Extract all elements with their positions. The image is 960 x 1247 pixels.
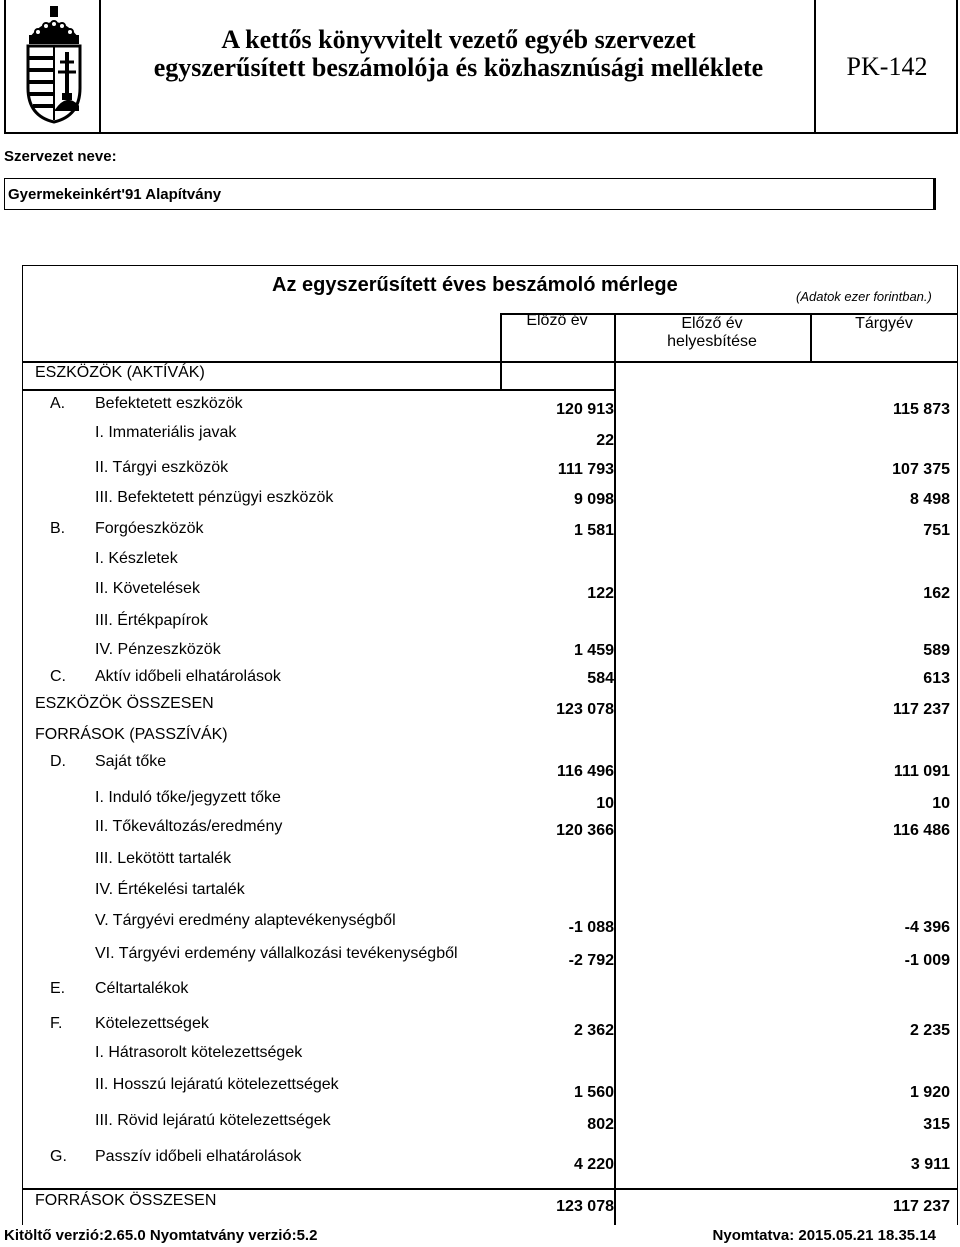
value-current-year: 10 bbox=[932, 795, 950, 812]
organization-name: Gyermekeinkért'91 Alapítvány bbox=[8, 186, 222, 203]
row-label: IV. Pénzeszközök bbox=[95, 641, 221, 658]
value-previous-year: 123 078 bbox=[556, 1198, 614, 1215]
value-current-year: 2 235 bbox=[909, 1022, 950, 1039]
value-current-year: 315 bbox=[923, 1116, 950, 1133]
footer-version: Kitöltő verzió:2.65.0 Nyomtatvány verzió:5.2 bbox=[4, 1227, 318, 1244]
form-title bbox=[101, 26, 816, 82]
value-current-year: 613 bbox=[923, 670, 950, 687]
value-previous-year: 1 560 bbox=[573, 1084, 614, 1101]
row-label: Aktív időbeli elhatárolások bbox=[95, 668, 281, 685]
header-divider bbox=[22, 361, 958, 363]
value-current-year: 162 bbox=[923, 585, 950, 602]
row-letter: D. bbox=[50, 753, 66, 770]
row-label: Passzív időbeli elhatárolások bbox=[95, 1148, 302, 1165]
row-label: II. Hosszú lejáratú kötelezettségek bbox=[95, 1076, 339, 1093]
col-header-previous-year-correction: Előző év helyesbítése bbox=[667, 315, 757, 350]
units-note: (Adatok ezer forintban.) bbox=[796, 289, 932, 304]
value-previous-year: 9 098 bbox=[573, 491, 614, 508]
form-code: PK-142 bbox=[846, 52, 928, 81]
title-line-1: A kettős könyvvitelt vezető egyéb szervezet bbox=[221, 25, 696, 54]
row-label: VI. Tárgyévi erdemény vállalkozási tevékenységből bbox=[95, 945, 458, 962]
title-line-2: egyszerűsített beszámolója és közhasznúsági melléklete bbox=[153, 53, 764, 82]
row-section-label: ESZKÖZÖK ÖSSZESEN bbox=[35, 695, 214, 712]
row-label: V. Tárgyévi eredmény alaptevékenységből bbox=[95, 912, 396, 929]
value-current-year: 751 bbox=[923, 522, 950, 539]
row-label: I. Induló tőke/jegyzett tőke bbox=[95, 789, 281, 806]
value-previous-year: -1 088 bbox=[568, 919, 614, 936]
row-label: I. Készletek bbox=[95, 550, 178, 567]
row-letter: A. bbox=[50, 395, 66, 412]
value-previous-year: 2 362 bbox=[573, 1022, 614, 1039]
row-label: Kötelezettségek bbox=[95, 1015, 209, 1032]
column-divider bbox=[500, 361, 502, 389]
row-letter: F. bbox=[50, 1015, 63, 1032]
organization-label: Szervezet neve: bbox=[4, 148, 117, 165]
row-label: I. Hátrasorolt kötelezettségek bbox=[95, 1044, 303, 1061]
row-label: III. Rövid lejáratú kötelezettségek bbox=[95, 1112, 331, 1129]
value-previous-year: 10 bbox=[596, 795, 614, 812]
value-previous-year: 120 366 bbox=[556, 822, 614, 839]
value-previous-year: 802 bbox=[587, 1116, 614, 1133]
row-label: II. Tárgyi eszközök bbox=[95, 459, 229, 476]
value-previous-year: 116 496 bbox=[557, 763, 614, 780]
value-previous-year: 1 459 bbox=[573, 642, 614, 659]
section-divider bbox=[22, 389, 614, 391]
value-previous-year: 1 581 bbox=[573, 522, 614, 539]
value-current-year: 1 920 bbox=[909, 1084, 950, 1101]
crest-box bbox=[6, 0, 101, 132]
section-divider bbox=[22, 1188, 958, 1190]
row-letter: B. bbox=[50, 520, 66, 537]
row-label: I. Immateriális javak bbox=[95, 424, 237, 441]
value-current-year: 589 bbox=[923, 642, 950, 659]
value-current-year: 8 498 bbox=[909, 491, 950, 508]
row-label: III. Befektetett pénzügyi eszközök bbox=[95, 489, 334, 506]
hungarian-coat-of-arms-icon bbox=[24, 6, 84, 124]
row-letter: G. bbox=[50, 1148, 67, 1165]
value-previous-year: 22 bbox=[596, 432, 614, 449]
value-current-year: 115 873 bbox=[893, 401, 950, 418]
value-previous-year: 111 793 bbox=[557, 461, 614, 478]
col-header-previous-year: Előző év bbox=[526, 312, 588, 329]
value-previous-year: 122 bbox=[587, 585, 614, 602]
row-label: II. Tőkeváltozás/eredmény bbox=[95, 818, 283, 835]
value-current-year: 117 237 bbox=[893, 701, 950, 718]
row-label: Saját tőke bbox=[95, 753, 167, 770]
value-previous-year: 4 220 bbox=[573, 1156, 614, 1173]
row-label: IV. Értékelési tartalék bbox=[95, 881, 245, 898]
value-previous-year: 123 078 bbox=[556, 701, 614, 718]
title-box bbox=[101, 0, 816, 132]
row-letter: E. bbox=[50, 980, 66, 997]
form-header bbox=[4, 0, 958, 134]
col-header-current-year: Tárgyév bbox=[855, 315, 913, 332]
row-label: Céltartalékok bbox=[95, 980, 189, 997]
row-label: II. Követelések bbox=[95, 580, 200, 597]
value-current-year: 3 911 bbox=[910, 1156, 950, 1173]
value-current-year: -4 396 bbox=[904, 919, 950, 936]
balance-title: Az egyszerűsített éves beszámoló mérlege bbox=[272, 274, 678, 296]
value-previous-year: 584 bbox=[587, 670, 614, 687]
value-current-year: -1 009 bbox=[904, 952, 950, 969]
row-label: III. Lekötött tartalék bbox=[95, 850, 232, 867]
row-letter: C. bbox=[50, 668, 66, 685]
row-label: Forgóeszközök bbox=[95, 520, 204, 537]
value-current-year: 111 091 bbox=[893, 763, 950, 780]
row-section-label: ESZKÖZÖK (AKTÍVÁK) bbox=[35, 364, 205, 381]
value-current-year: 117 237 bbox=[893, 1198, 950, 1215]
footer-printed: Nyomtatva: 2015.05.21 18.35.14 bbox=[712, 1227, 936, 1244]
row-section-label: FORRÁSOK ÖSSZESEN bbox=[35, 1192, 217, 1209]
row-label: Befektetett eszközök bbox=[95, 395, 243, 412]
value-current-year: 107 375 bbox=[892, 461, 950, 478]
column-divider bbox=[614, 313, 616, 1225]
row-label: III. Értékpapírok bbox=[95, 612, 208, 629]
value-previous-year: -2 792 bbox=[568, 952, 614, 969]
row-section-label: FORRÁSOK (PASSZÍVÁK) bbox=[35, 726, 228, 743]
organization-name-field bbox=[4, 178, 936, 210]
value-previous-year: 120 913 bbox=[556, 401, 614, 418]
value-current-year: 116 486 bbox=[893, 822, 950, 839]
